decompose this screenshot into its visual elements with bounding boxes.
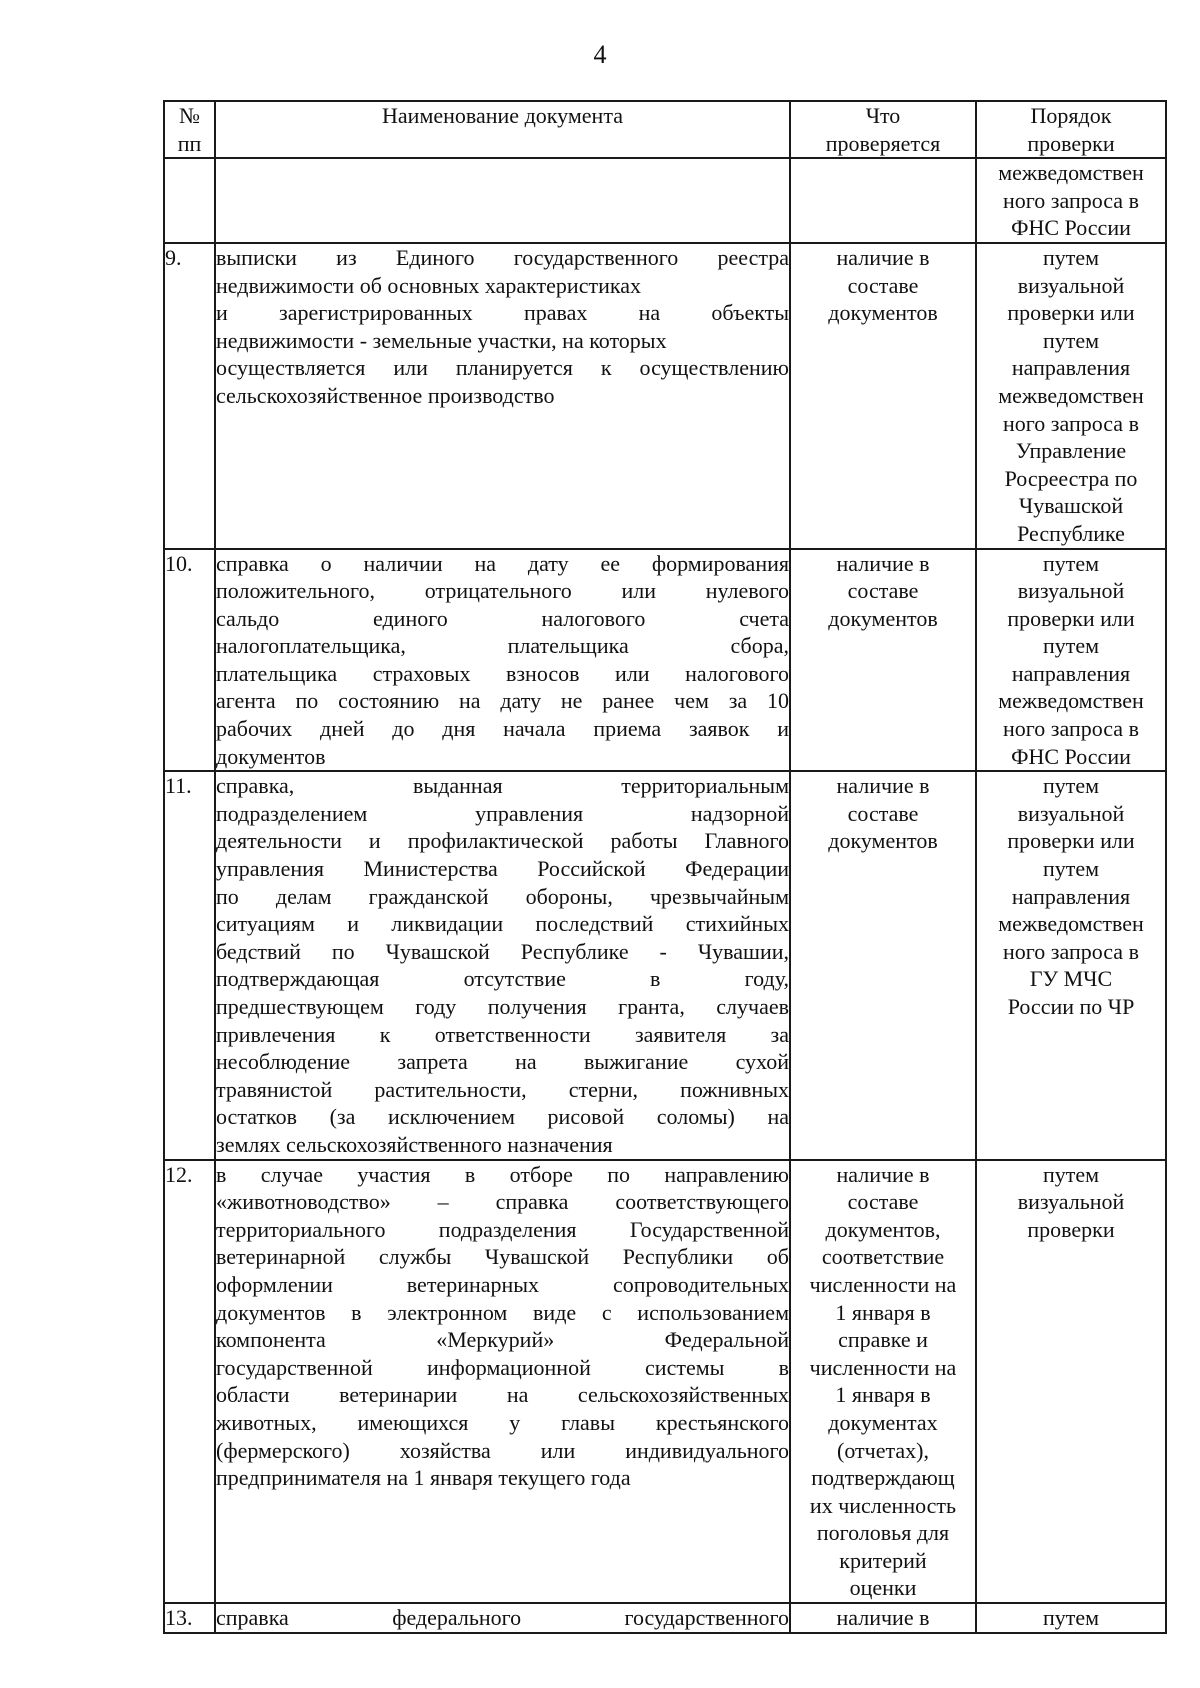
document-name-line: (фермерского) хозяйства или индивидуального	[216, 1437, 789, 1463]
header-check-order	[976, 101, 1166, 158]
check-order-line: межведомствен	[998, 911, 1144, 937]
what-checked-line: поголовья для	[816, 1520, 950, 1546]
table-row	[164, 1603, 1166, 1633]
what-checked-line: документов	[828, 605, 938, 631]
check-order-line: ного запроса в	[1003, 187, 1139, 213]
document-name-line: справка, выданная территориальным	[216, 773, 789, 799]
row-number: 9.	[164, 243, 215, 549]
check-order-line: проверки или	[1007, 828, 1135, 854]
document-name-line: области ветеринарии на сельскохозяйственных	[216, 1382, 789, 1408]
document-name-cell	[215, 243, 790, 549]
table-row	[164, 549, 1166, 772]
check-order-line: ного запроса в	[1003, 410, 1139, 436]
row-number: 12.	[164, 1160, 215, 1604]
what-checked-line: наличие в	[836, 773, 930, 799]
what-checked-cell	[790, 771, 976, 1159]
check-order-cell	[976, 771, 1166, 1159]
document-name-line: и зарегистрированных правах на объекты	[216, 300, 789, 326]
header-document-name: Наименование документа	[215, 101, 790, 158]
document-name-line: осуществляется или планируется к осуществлению	[216, 355, 789, 381]
check-order-line: проверки или	[1007, 605, 1135, 631]
what-checked-line: документов	[828, 828, 938, 854]
document-name-line: животных, имеющихся у главы крестьянского	[216, 1409, 789, 1435]
what-checked-line: наличие в	[836, 1605, 930, 1631]
documents-table	[163, 100, 1167, 1634]
what-checked-line: документах	[828, 1409, 938, 1435]
document-name-line: по делам гражданской обороны, чрезвычайным	[216, 883, 789, 909]
document-name-line: плательщика страховых взносов или налогового	[216, 660, 789, 686]
header-how-line: Порядок	[1030, 103, 1112, 128]
what-checked-line: справке и	[838, 1327, 928, 1353]
check-order-line: Росреестра по	[1004, 465, 1138, 491]
check-order-line: межведомствен	[998, 160, 1144, 186]
what-checked-line: численности на	[809, 1271, 957, 1297]
row-number: 13.	[164, 1603, 215, 1633]
what-checked-line: соответствие	[821, 1244, 945, 1270]
check-order-cell	[976, 549, 1166, 772]
check-order-line: Управление	[1015, 438, 1127, 464]
check-order-line: ного запроса в	[1003, 938, 1139, 964]
document-name-line: недвижимости об основных характеристиках	[216, 272, 641, 298]
check-order-line: ФНС России	[1011, 215, 1131, 241]
document-name-line: рабочих дней до дня начала приема заявок и	[216, 716, 789, 742]
what-checked-line: их численность	[809, 1492, 957, 1518]
check-order-line: путем	[1042, 773, 1100, 799]
table-header-row	[164, 101, 1166, 158]
document-name-line: оформлении ветеринарных сопроводительных	[216, 1271, 789, 1297]
what-checked-cell	[790, 158, 976, 243]
check-order-line: межведомствен	[998, 382, 1144, 408]
check-order-line: России по ЧР	[1007, 994, 1135, 1019]
what-checked-line: наличие в	[836, 550, 930, 576]
row-number: 11.	[164, 771, 215, 1159]
document-name-line: агента по состоянию на дату не ранее чем за 10	[216, 688, 789, 714]
what-checked-line: составе	[847, 272, 919, 298]
document-name-line: привлечения к ответственности заявителя за	[216, 1021, 789, 1047]
check-order-cell	[976, 243, 1166, 549]
check-order-line: визуальной	[1017, 272, 1125, 298]
row-number: 10.	[164, 549, 215, 772]
document-name-line: документов	[216, 743, 326, 769]
document-name-line: землях сельскохозяйственного назначения	[216, 1131, 613, 1157]
document-name-line: ситуациям и ликвидации последствий стихийных	[216, 911, 789, 937]
check-order-line: направления	[1011, 355, 1131, 381]
document-name-line: компонента «Меркурий» Федеральной	[216, 1327, 789, 1353]
check-order-line: визуальной	[1017, 578, 1125, 604]
what-checked-line: составе	[847, 578, 919, 604]
document-name-line: ветеринарной службы Чувашской Республики об	[216, 1244, 789, 1270]
what-checked-line: наличие в	[836, 244, 930, 270]
check-order-line: проверки или	[1007, 300, 1135, 326]
document-name-line: государственной информационной системы в	[216, 1354, 789, 1380]
check-order-cell	[976, 158, 1166, 243]
table-row	[164, 1160, 1166, 1604]
what-checked-line: (отчетах),	[837, 1437, 929, 1463]
header-number-line: пп	[177, 130, 202, 156]
document-name-line: справка федерального государственного	[216, 1605, 789, 1631]
check-order-line: визуальной	[1017, 800, 1125, 826]
document-name-line: недвижимости - земельные участки, на которых	[216, 327, 667, 353]
document-name-line: территориального подразделения Государственной	[216, 1216, 789, 1242]
check-order-line: путем	[1042, 327, 1100, 353]
check-order-line: ФНС России	[1011, 743, 1131, 769]
check-order-line: направления	[1011, 660, 1131, 686]
document-name-line: сельскохозяйственное производство	[216, 382, 555, 408]
check-order-line: проверки	[1027, 1216, 1115, 1242]
document-name-cell	[215, 1603, 790, 1633]
what-checked-cell	[790, 549, 976, 772]
what-checked-line: 1 января в	[835, 1299, 931, 1325]
what-checked-line: составе	[847, 1189, 919, 1215]
check-order-line: путем	[1042, 1161, 1100, 1187]
check-order-line: путем	[1042, 550, 1100, 576]
document-name-line: травянистой растительности, стерни, пожнивных	[216, 1076, 789, 1102]
what-checked-line: подтверждающ	[811, 1465, 955, 1491]
header-number	[164, 101, 215, 158]
document-name-line: остатков (за исключением рисовой соломы) на	[216, 1104, 789, 1130]
check-order-line: ного запроса в	[1003, 716, 1139, 742]
what-checked-line: документов	[828, 300, 938, 326]
document-name-line: подразделением управления надзорной	[216, 800, 789, 826]
what-checked-cell	[790, 243, 976, 549]
check-order-line: Чувашской	[1018, 493, 1124, 519]
document-name-cell	[215, 549, 790, 772]
document-name-line: предпринимателя на 1 января текущего года	[216, 1465, 631, 1491]
document-name-cell	[215, 1160, 790, 1604]
document-name-line: деятельности и профилактической работы Главного	[216, 828, 789, 854]
check-order-line: путем	[1042, 244, 1100, 270]
check-order-line: визуальной	[1017, 1189, 1125, 1215]
document-name-cell	[215, 158, 790, 243]
row-number	[164, 158, 215, 243]
what-checked-line: наличие в	[836, 1161, 930, 1187]
document-name-line: налогоплательщика, плательщика сбора,	[216, 633, 789, 659]
document-name-line: справка о наличии на дату ее формирования	[216, 550, 789, 576]
what-checked-line: 1 января в	[835, 1382, 931, 1408]
what-checked-cell	[790, 1603, 976, 1633]
check-order-line: ГУ МЧС	[1029, 966, 1113, 992]
document-name-line: «животноводство» – справка соответствующего	[216, 1189, 789, 1215]
check-order-cell	[976, 1160, 1166, 1604]
header-number-line: №	[179, 103, 200, 128]
table-body	[164, 158, 1166, 1632]
table-row	[164, 771, 1166, 1159]
document-name-line: выписки из Единого государственного реестра	[216, 244, 789, 270]
what-checked-line: составе	[847, 800, 919, 826]
document-name-line: управления Министерства Российской Федерации	[216, 856, 789, 882]
header-what-line: проверяется	[825, 130, 941, 156]
table-row	[164, 243, 1166, 549]
document-name-line: документов в электронном виде с использованием	[216, 1299, 789, 1325]
check-order-line: путем	[1042, 1605, 1100, 1631]
check-order-line: путем	[1042, 633, 1100, 659]
document-name-cell	[215, 771, 790, 1159]
document-name-line: в случае участия в отборе по направлению	[216, 1161, 789, 1187]
what-checked-line: численности на	[809, 1354, 957, 1380]
what-checked-line: оценки	[849, 1575, 917, 1601]
check-order-cell	[976, 1603, 1166, 1633]
table-row	[164, 158, 1166, 243]
check-order-line: Республике	[1017, 520, 1125, 546]
document-name-line: несоблюдение запрета на выжигание сухой	[216, 1049, 789, 1075]
document-name-line: предшествующем году получения гранта, случаев	[216, 994, 789, 1019]
header-how-line: проверки	[1027, 130, 1115, 156]
what-checked-line: критерий	[839, 1547, 927, 1573]
what-checked-line: документов,	[825, 1216, 941, 1242]
header-what-line: Что	[865, 103, 901, 128]
page-number: 4	[593, 40, 607, 69]
check-order-line: направления	[1011, 883, 1131, 909]
document-name-line: бедствий по Чувашской Республике - Чувашии,	[216, 938, 789, 964]
what-checked-cell	[790, 1160, 976, 1604]
check-order-line: путем	[1042, 856, 1100, 882]
document-name-line: подтверждающая отсутствие в году,	[216, 966, 789, 992]
check-order-line: межведомствен	[998, 688, 1144, 714]
header-what-checked	[790, 101, 976, 158]
document-name-line: сальдо единого налогового счета	[216, 605, 789, 631]
document-name-line: положительного, отрицательного или нулевого	[216, 578, 789, 604]
